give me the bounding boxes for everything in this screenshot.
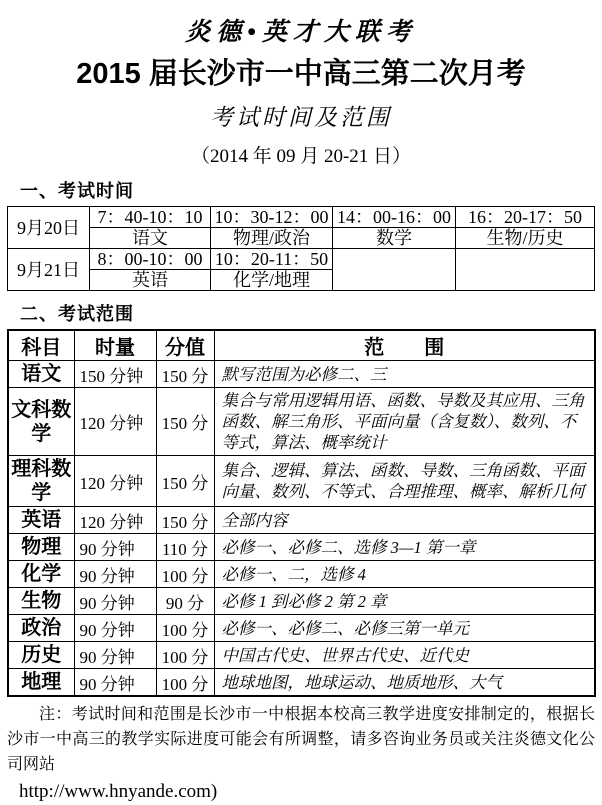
scope-score-cell: 150 分	[156, 361, 214, 388]
exam-schedule-table	[7, 206, 595, 291]
scope-range-cell: 中国古代史、世界古代史、近代史	[214, 642, 595, 669]
scope-subject-cell: 地理	[8, 669, 74, 697]
scope-range-cell: 集合、逻辑、算法、函数、导数、三角函数、平面向量、数列、不等式、合理推理、概率、解析几何	[214, 456, 595, 507]
scope-duration-cell: 90 分钟	[74, 669, 156, 697]
table-row-english	[8, 507, 595, 534]
scope-subject-cell: 语文	[8, 361, 74, 388]
scope-subject-cell: 理科数学	[8, 456, 74, 507]
schedule-subject-cell: 化学/地理	[211, 270, 333, 291]
scope-score-cell: 100 分	[156, 561, 214, 588]
scope-range-cell: 必修一、二，选修 4	[214, 561, 595, 588]
scope-score-cell: 100 分	[156, 642, 214, 669]
scope-range-cell: 默写范围为必修二、三	[214, 361, 595, 388]
schedule-date-cell: 9月20日	[8, 207, 90, 249]
scope-range-cell: 必修一、必修二、选修 3—1 第一章	[214, 534, 595, 561]
table-row-liberal-arts-math	[8, 388, 595, 456]
schedule-subject-cell: 英语	[90, 270, 211, 291]
exam-scope-table	[7, 329, 596, 697]
schedule-time-cell: 10：30-12：00	[211, 207, 333, 228]
document-subtitle: 考试时间及范围	[210, 105, 392, 130]
schedule-subject-cell: 物理/政治	[211, 228, 333, 249]
table-row-biology	[8, 588, 595, 615]
scope-range-cell: 必修 1 到必修 2 第 2 章	[214, 588, 595, 615]
scope-header-row	[8, 330, 595, 361]
scope-score-cell: 110 分	[156, 534, 214, 561]
scope-subject-cell: 化学	[8, 561, 74, 588]
brand-title: 炎德•英才大联考	[185, 19, 417, 46]
schedule-time-cell: 16：20-17：50	[456, 207, 595, 228]
schedule-time-cell: 8：00-10：00	[90, 249, 211, 270]
scope-subject-cell: 历史	[8, 642, 74, 669]
schedule-date-cell: 9月21日	[8, 249, 90, 291]
scope-duration-cell: 150 分钟	[74, 361, 156, 388]
section-heading-exam-time: 一、考试时间	[20, 181, 134, 201]
scope-header-subject: 科目	[8, 330, 74, 361]
scope-duration-cell: 90 分钟	[74, 561, 156, 588]
table-row-physics	[8, 534, 595, 561]
scope-subject-cell: 文科数学	[8, 388, 74, 456]
exam-date-range: （2014 年 09 月 20-21 日）	[190, 146, 412, 167]
schedule-day1-times-row	[8, 207, 595, 228]
scope-duration-cell: 120 分钟	[74, 456, 156, 507]
scope-subject-cell: 物理	[8, 534, 74, 561]
scope-range-cell: 地球地图，地球运动、地质地形、大气	[214, 669, 595, 697]
scope-subject-cell: 英语	[8, 507, 74, 534]
scope-duration-cell: 120 分钟	[74, 507, 156, 534]
scope-subject-cell: 生物	[8, 588, 74, 615]
table-row-chemistry	[8, 561, 595, 588]
scope-score-cell: 150 分	[156, 456, 214, 507]
schedule-empty-cell	[333, 249, 456, 291]
schedule-empty-cell	[456, 249, 595, 291]
table-row-chinese	[8, 361, 595, 388]
schedule-time-cell: 7：40-10：10	[90, 207, 211, 228]
scope-duration-cell: 90 分钟	[74, 588, 156, 615]
exam-title: 2015 届长沙市一中高三第二次月考	[76, 58, 526, 90]
scope-duration-cell: 90 分钟	[74, 615, 156, 642]
scope-range-cell: 集合与常用逻辑用语、函数、导数及其应用、三角函数、解三角形、平面向量（含复数）、数列、不等式，算法、概率统计	[214, 388, 595, 456]
schedule-subject-cell: 生物/历史	[456, 228, 595, 249]
scope-range-cell: 全部内容	[214, 507, 595, 534]
scope-score-cell: 150 分	[156, 507, 214, 534]
schedule-subject-cell: 数学	[333, 228, 456, 249]
table-row-history	[8, 642, 595, 669]
table-row-geography	[8, 669, 595, 697]
scope-subject-cell: 政治	[8, 615, 74, 642]
schedule-day1-subjects-row	[8, 228, 595, 249]
schedule-subject-cell: 语文	[90, 228, 211, 249]
footnote-text: 注：考试时间和范围是长沙市一中根据本校高三教学进度安排制定的，根据长沙市一中高三的教学实际进度可能会有所调整，请多咨询业务员或关注炎德文化公司网站	[7, 706, 595, 773]
schedule-time-cell: 14：00-16：00	[333, 207, 456, 228]
scope-header-score: 分值	[156, 330, 214, 361]
scope-range-cell: 必修一、必修二、必修三第一单元	[214, 615, 595, 642]
scope-score-cell: 100 分	[156, 669, 214, 697]
scope-score-cell: 90 分	[156, 588, 214, 615]
schedule-time-cell: 10：20-11：50	[211, 249, 333, 270]
scope-duration-cell: 90 分钟	[74, 642, 156, 669]
table-row-science-math	[8, 456, 595, 507]
table-row-politics	[8, 615, 595, 642]
scope-header-duration: 时量	[74, 330, 156, 361]
scope-duration-cell: 120 分钟	[74, 388, 156, 456]
scope-score-cell: 150 分	[156, 388, 214, 456]
footnote-url: http://www.hnyande.com)	[19, 781, 218, 802]
scope-duration-cell: 90 分钟	[74, 534, 156, 561]
schedule-day2-times-row	[8, 249, 595, 270]
scope-score-cell: 100 分	[156, 615, 214, 642]
scope-header-scope: 范 围	[214, 330, 595, 361]
section-heading-exam-scope: 二、考试范围	[20, 304, 134, 324]
